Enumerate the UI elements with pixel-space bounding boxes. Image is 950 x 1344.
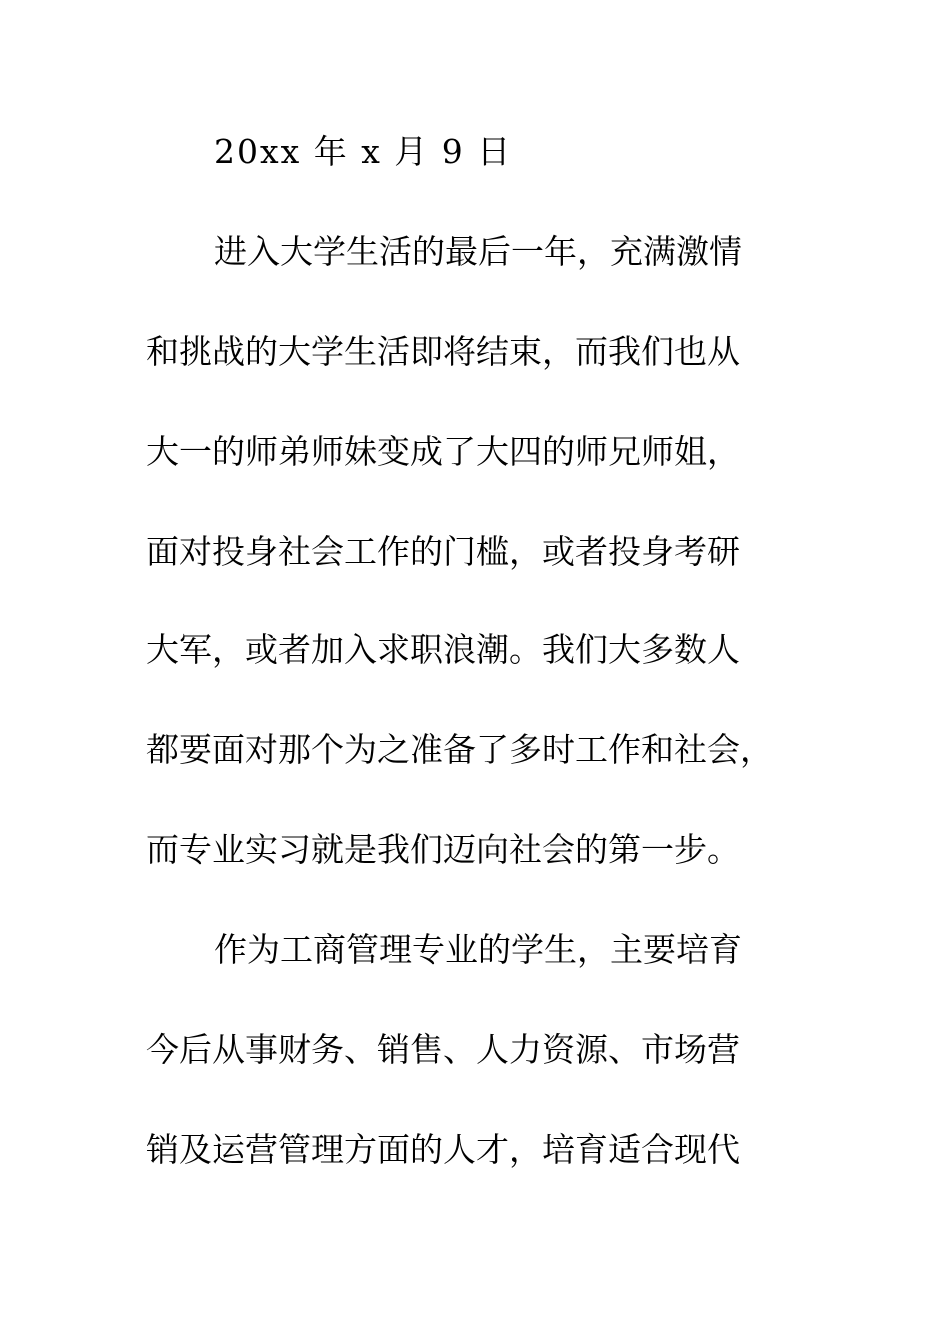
paragraph-1-line-4: 面对投身社会工作的门槛，或者投身考研 <box>146 532 740 571</box>
paragraph-1-line-5: 大军，或者加入求职浪潮。我们大多数人 <box>146 630 740 669</box>
paragraph-2-line-2: 今后从事财务、销售、人力资源、市场营 <box>146 1030 740 1069</box>
paragraph-1-line-6: 都要面对那个为之准备了多时工作和社会， <box>146 730 773 769</box>
date-line: 20xx 年 x 月 9 日 <box>214 132 513 171</box>
paragraph-1-line-7: 而专业实习就是我们迈向社会的第一步。 <box>146 830 740 869</box>
paragraph-2-line-1: 作为工商管理专业的学生，主要培育 <box>214 930 742 969</box>
paragraph-2-line-3: 销及运营管理方面的人才，培育适合现代 <box>146 1130 740 1169</box>
paragraph-1-line-3: 大一的师弟师妹变成了大四的师兄师姐， <box>146 432 740 471</box>
paragraph-1-line-1: 进入大学生活的最后一年，充满激情 <box>214 232 742 271</box>
paragraph-1-line-2: 和挑战的大学生活即将结束，而我们也从 <box>146 332 740 371</box>
